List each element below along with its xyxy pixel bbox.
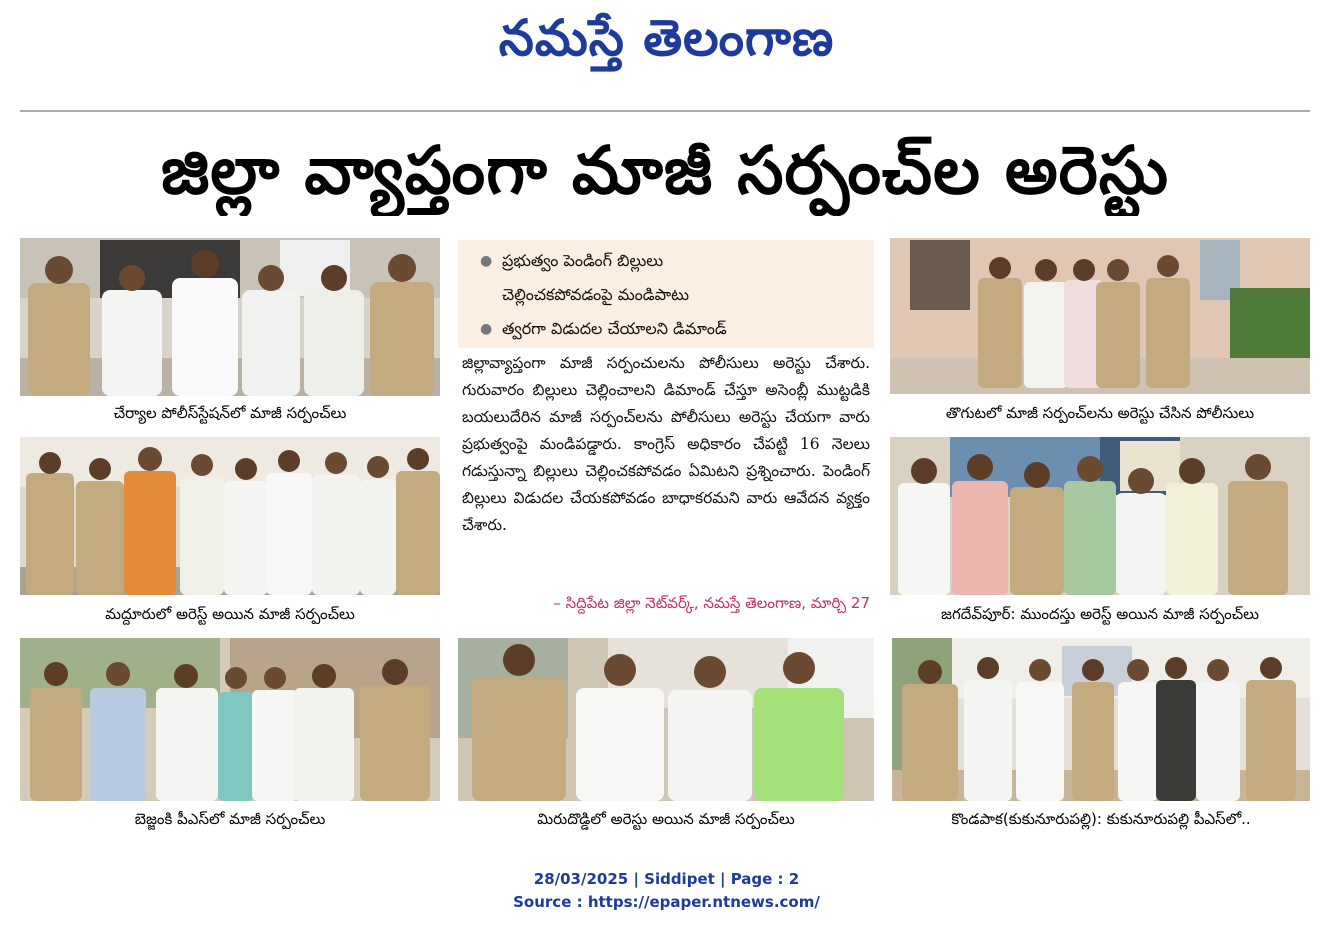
highlight-item — [480, 244, 864, 278]
photo-maddur — [20, 437, 440, 595]
bullet-icon: ● — [480, 321, 493, 337]
photo-jagdevpur — [890, 437, 1310, 595]
caption-mirudoddi: మిరుదొడ్డిలో అరెస్టు అయిన మాజీ సర్పంచ్‌లు — [537, 810, 795, 828]
article-byline: – సిద్దిపేట జిల్లా నెట్‌వర్క్, నమస్తే తెలంగాణ, మార్చి 27 — [553, 594, 870, 612]
photo-bejjanki — [20, 638, 440, 801]
photo-mirudoddi — [458, 638, 874, 801]
highlights-box — [458, 240, 874, 348]
headline: జిల్లా వ్యాప్తంగా మాజీ సర్పంచ్‌ల అరెస్టు — [161, 132, 1169, 209]
highlight-text: త్వరగా విడుదల చేయాలని డిమాండ్ — [502, 319, 727, 338]
article-paragraph: జిల్లావ్యాప్తంగా మాజీ సర్పంచులను పోలీసులు అరెస్టు చేశారు. గురువారం బిల్లులు చెల్లించాలని డిమాండ్ చేస్తూ అసెంబ్లీ ముట్టడికి బయలుదేరిన మాజీ సర్పంచ్‌లను పోలీసులు అరెస్టు చేయగా వారు ప్రభుత్వంపై మండిపడ్డారు. కాంగ్రెస్ అధికారం చేపట్టి 16 నెలలు గడుస్తున్నా బిల్లులు చెల్లించకపోవడం ఏమిటని ప్రశ్నించారు. పెండింగ్ బిల్లులు విడుదల చేయకపోవడం బాధాకరమని వారు ఆవేదన వ్యక్తం చేశారు. — [462, 354, 870, 534]
photo-cheryala — [20, 238, 440, 396]
caption-kondapaka: కొండపాక(కుకునూరుపల్లి): కుకునూరుపల్లి పీఎస్‌లో.. — [951, 810, 1251, 828]
footer-date-page: 28/03/2025 | Siddipet | Page : 2 — [533, 870, 800, 888]
caption-bejjanki: బెజ్జంకి పీఎస్‌లో మాజీ సర్పంచ్‌లు — [134, 810, 326, 828]
caption-cheryala: చేర్యాల పోలీస్‌స్టేషన్‌లో మాజీ సర్పంచ్‌లు — [113, 404, 347, 422]
caption-thoguta: తొగుటలో మాజీ సర్పంచ్‌లను అరెస్టు చేసిన పోలీసులు — [945, 404, 1255, 422]
photo-thoguta — [890, 238, 1310, 394]
caption-maddur: మద్దూరులో అరెస్ట్ అయిన మాజీ సర్పంచ్‌లు — [105, 605, 355, 623]
highlight-text-continued: చెల్లించకపోవడంపై మండిపాటు — [502, 285, 689, 304]
footer-source: Source : https://epaper.ntnews.com/ — [513, 893, 820, 911]
masthead-rule — [20, 110, 1310, 112]
highlight-text: ప్రభుత్వం పెండింగ్ బిల్లులు — [502, 251, 664, 270]
masthead-logo: నమస్తే తెలంగాణ — [498, 8, 835, 67]
article-body — [458, 350, 874, 539]
photo-kondapaka — [892, 638, 1310, 801]
bullet-icon: ● — [480, 253, 493, 269]
highlight-item — [480, 312, 864, 346]
caption-jagdevpur: జగదేవ్‌పూర్: ముందస్తు అరెస్ట్ అయిన మాజీ సర్పంచ్‌లు — [941, 605, 1259, 623]
